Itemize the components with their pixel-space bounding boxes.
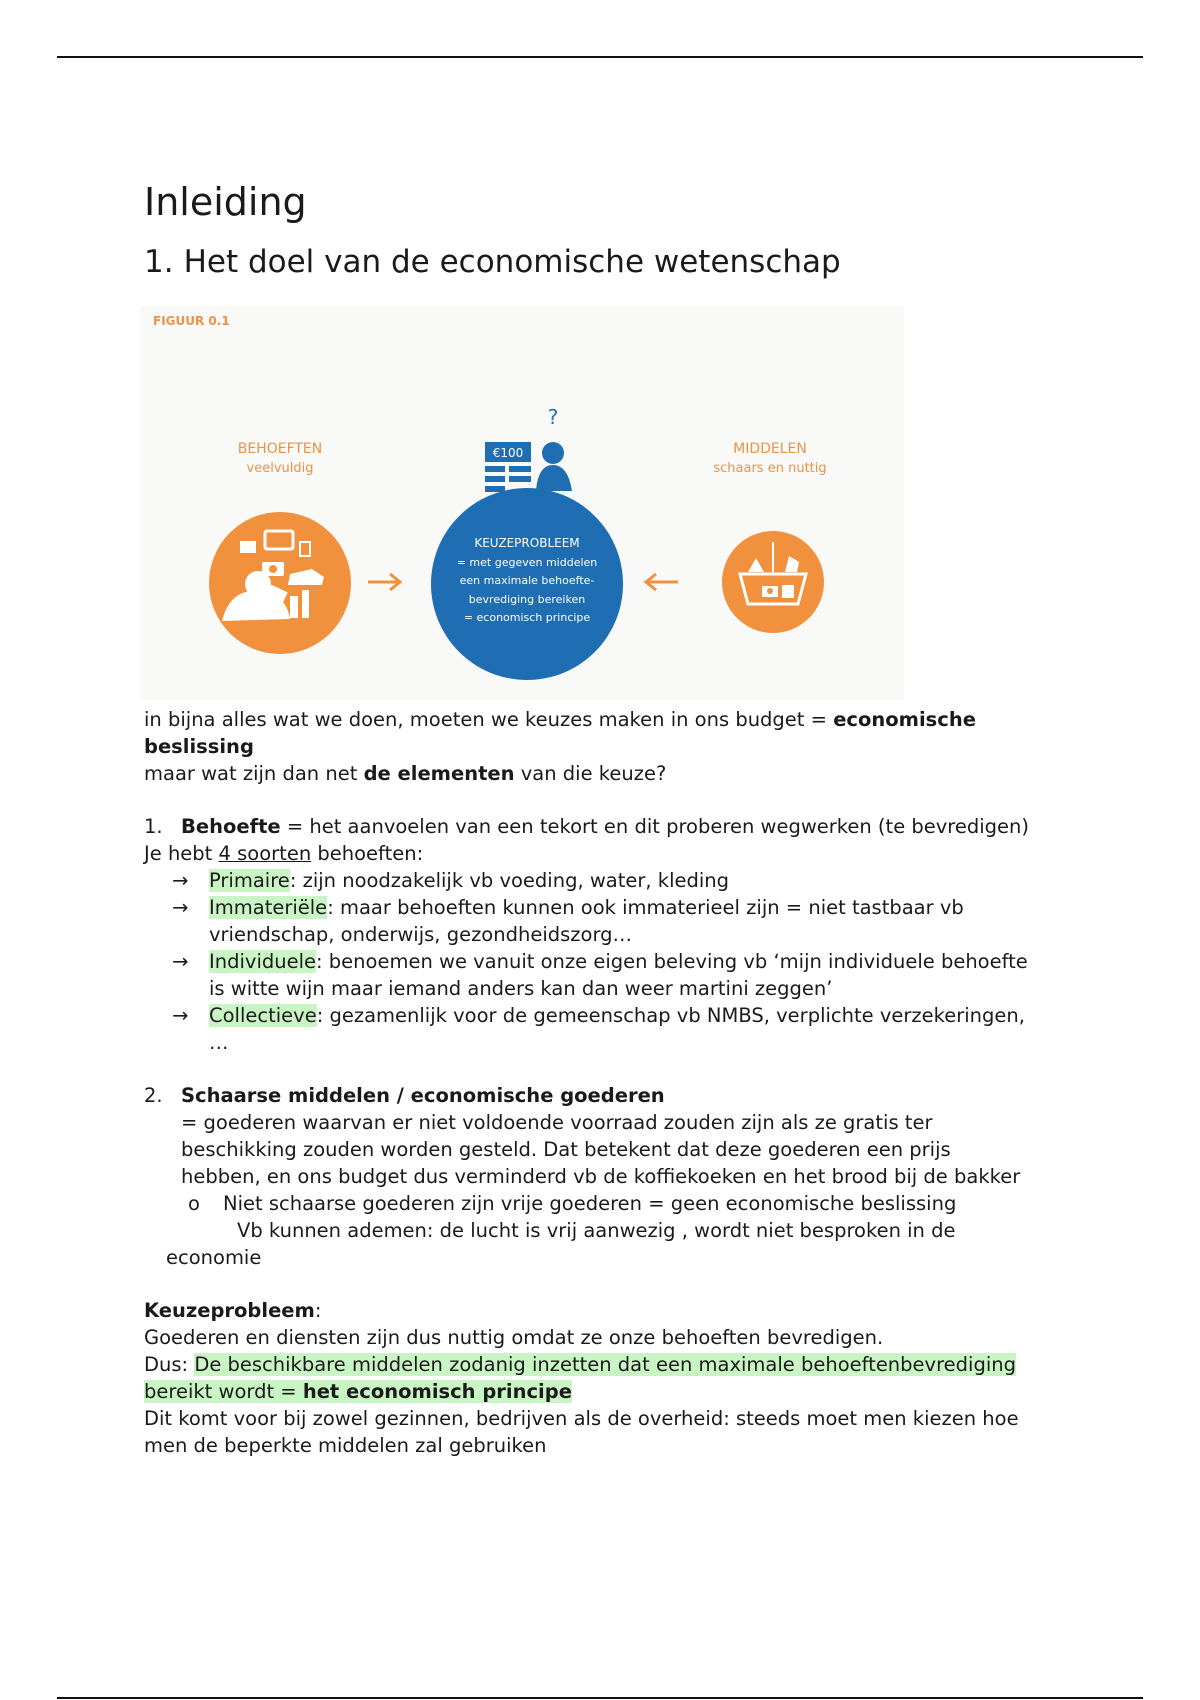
section-number: 1. (144, 244, 174, 280)
page-content (144, 176, 1064, 1459)
needs-icon (209, 512, 351, 654)
item-2-term: Schaarse middelen / economische goederen (181, 1084, 665, 1107)
middelen-sub: schaars en nuttig (713, 461, 827, 476)
intro-text-a: maar wat zijn dan net (144, 762, 364, 785)
arrow-bullet-icon: → (172, 950, 189, 973)
intro-bold-elementen: de elementen (363, 762, 515, 785)
item-2-line-2: beschikking zouden worden gesteld. Dat betekent dat deze goederen een prijs (181, 1138, 951, 1161)
intro-paragraph-2 (144, 760, 1064, 787)
center-line-3: een maximale behoefte- (459, 574, 595, 587)
bullet-collectieve-cont: … (209, 1031, 229, 1054)
intro-text: in bijna alles wat we doen, moeten we keuzes maken in ons budget = (144, 708, 834, 731)
keuze-line-3 (144, 1378, 1064, 1405)
bullet-term: Primaire (209, 869, 290, 892)
center-line-4: bevrediging bereiken (468, 593, 586, 606)
arrow-bullet-icon: → (172, 896, 189, 919)
bullet-term: Individuele (209, 950, 317, 973)
intro-bold-beslissing: beslissing (144, 735, 254, 758)
basket-icon (722, 531, 824, 633)
bullet-individuele (144, 948, 1064, 975)
keuze-line-4: Dit komt voor bij zowel gezinnen, bedrijven als de overheid: steeds moet men kiezen hoe (144, 1407, 1019, 1430)
money-label: €100 (492, 446, 524, 460)
item-1-number: 1. (144, 815, 163, 838)
keuzeprobleem-circle (431, 488, 623, 680)
keuze-highlight-1: De beschikbare middelen zodanig inzetten dat een maximale behoeftenbevrediging (194, 1353, 1016, 1376)
keuze-title (144, 1297, 1064, 1324)
bullet-collectieve (144, 1002, 1064, 1029)
bullet-immateriele (144, 894, 1064, 921)
item-2-eco: economie (166, 1246, 262, 1269)
section-title (144, 242, 1064, 282)
item-2-line-3: hebben, en ons budget dus verminderd vb de koffiekoeken en het brood bij de bakker (181, 1165, 1021, 1188)
behoeften-sub: veelvuldig (246, 461, 314, 476)
soorten-underlined: 4 soorten (218, 842, 312, 865)
soorten-text-b: behoeften: (311, 842, 424, 865)
bullet-term: Collectieve (209, 1004, 317, 1027)
arrow-bullet-icon: → (172, 1004, 189, 1027)
arrow-bullet-icon: → (172, 869, 189, 892)
item-1-definition: = het aanvoelen van een tekort en dit proberen wegwerken (te bevredigen) (280, 815, 1030, 838)
center-line-5: = economisch principe (463, 611, 591, 624)
middelen-title: MIDDELEN (733, 441, 807, 457)
keuze-principe: het economisch principe (302, 1380, 572, 1403)
behoeften-title: BEHOEFTEN (237, 441, 323, 457)
figure-keuzeprobleem (140, 306, 904, 700)
item-1-behoefte (144, 813, 1064, 840)
figure-label: FIGUUR 0.1 (153, 314, 230, 328)
budget-icon (485, 442, 572, 492)
sub-bullet-o: o (188, 1192, 200, 1215)
bottom-rule (57, 1697, 1143, 1699)
intro-paragraph-1 (144, 706, 1064, 733)
item-2-sub (144, 1190, 1064, 1217)
soorten-line (144, 840, 1064, 867)
keuze-line-5: men de beperkte middelen zal gebruiken (144, 1434, 547, 1457)
item-2-number: 2. (144, 1084, 163, 1107)
keuze-line-1: Goederen en diensten zijn dus nuttig omdat ze onze behoeften bevredigen. (144, 1326, 884, 1349)
intro-bold-economische: economische (833, 708, 976, 731)
keuze-title-bold: Keuzeprobleem (144, 1299, 315, 1322)
item-2-line-1: = goederen waarvan er niet voldoende voorraad zouden zijn als ze gratis ter (181, 1111, 933, 1134)
intro-paragraph-1b (144, 733, 1064, 760)
bullet-individuele-cont: is witte wijn maar iemand anders kan dan weer martini zeggen’ (209, 977, 833, 1000)
soorten-text-a: Je hebt (144, 842, 219, 865)
bullet-text: : maar behoeften kunnen ook immaterieel zijn = niet tastbaar vb (327, 896, 964, 919)
arrow-right-icon (368, 574, 400, 590)
top-rule (57, 56, 1143, 58)
bullet-immateriele-cont: vriendschap, onderwijs, gezondheidszorg… (209, 923, 633, 946)
bullet-text: : gezamenlijk voor de gemeenschap vb NMBS, verplichte verzekeringen, (316, 1004, 1025, 1027)
bullet-text: : benoemen we vanuit onze eigen beleving vb ‘mijn individuele behoefte (316, 950, 1028, 973)
item-2-vb: Vb kunnen ademen: de lucht is vrij aanwezig , wordt niet besproken in de (237, 1219, 956, 1242)
keuze-highlight-2: bereikt wordt = (144, 1380, 303, 1403)
keuze-line-2 (144, 1351, 1064, 1378)
question-mark: ? (547, 405, 559, 429)
item-2-schaarse-middelen (144, 1082, 1064, 1109)
intro-text-b: van die keuze? (514, 762, 667, 785)
section-title-text: Het doel van de economische wetenschap (183, 244, 841, 280)
bullet-term: Immateriële (209, 896, 328, 919)
bullet-primaire (144, 867, 1064, 894)
arrow-left-icon (646, 574, 678, 590)
figure-diagram (140, 306, 904, 700)
keuze-colon: : (314, 1299, 322, 1322)
center-line-1: KEUZEPROBLEEM (474, 536, 580, 550)
center-line-2: = met gegeven middelen (456, 556, 598, 569)
sub-text: Niet schaarse goederen zijn vrije goederen = geen economische beslissing (223, 1192, 957, 1215)
keuze-dus: Dus: (144, 1353, 195, 1376)
item-1-term: Behoefte (181, 815, 281, 838)
bullet-text: : zijn noodzakelijk vb voeding, water, kleding (289, 869, 730, 892)
page-title: Inleiding (144, 180, 307, 224)
